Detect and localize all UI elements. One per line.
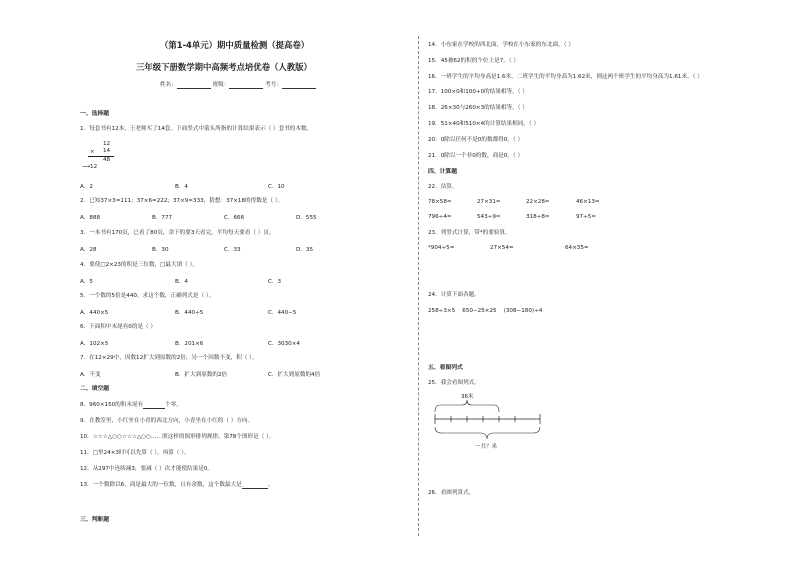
q1-option-c[interactable]: C．10 (268, 184, 285, 190)
q6-option-c[interactable]: C．3030×4 (268, 341, 300, 347)
question-10: 10．☆☆☆△○○☆☆☆△○○……照这样的图形排列规律，第78个图形是（ ）。 (80, 434, 275, 440)
q7-option-c[interactable]: C．扩大到原数的4倍 (268, 372, 321, 378)
question-4: 4．要使□2×23的积是三位数，□最大填（ ）。 (80, 262, 198, 268)
question-21: 21．0除以一个非0的数，商是0。（ ） (428, 153, 524, 159)
segment-diagram (430, 392, 550, 452)
question-19: 19．51×40和510×4的计算结果相同。（ ） (428, 121, 540, 127)
estimate-1: 78×58≈ (428, 199, 452, 205)
bottom-label: 一共？米 (475, 444, 498, 450)
q5-option-c[interactable]: C．440−5 (268, 310, 297, 316)
question-26: 26．看图列算式。 (428, 490, 475, 496)
question-20: 20．0除以任何不是0的数都得0。（ ） (428, 137, 524, 143)
question-15: 15．45被62的积的个位上是7。（ ） (428, 58, 520, 64)
vertical-calc-3: 64×35= (565, 245, 589, 251)
q24-expressions: 258÷3×5 650−25×25 (308−180)÷4 (428, 308, 543, 314)
class-label: 班级： (212, 82, 230, 88)
number-label: 考号： (265, 82, 282, 88)
number-blank[interactable] (282, 83, 316, 89)
calc-operator: × (90, 149, 95, 155)
question-14: 14．小东家在学校的西北面，学校在小东家的东北面。（ ） (428, 42, 574, 48)
name-blank[interactable] (177, 83, 211, 89)
estimate-8: 97÷5≈ (576, 214, 597, 220)
bottom-brace (435, 427, 540, 439)
class-blank[interactable] (229, 83, 263, 89)
question-1: 1．每套书有12本，王老师买了14套。下面竖式中箭头所指的计算结果表示（ ）套书的本数。 (80, 126, 313, 132)
q4-option-a[interactable]: A．5 (80, 279, 93, 285)
q7-option-a[interactable]: A．不变 (80, 372, 101, 378)
estimate-3: 22×28≈ (526, 199, 550, 205)
q11-blank-2[interactable]: （ ） (173, 450, 185, 456)
estimate-4: 46×13≈ (576, 199, 600, 205)
q9-blank[interactable]: （ ） (223, 418, 237, 424)
exam-subtitle: 三年级下册数学期中高频考点培优卷（人教版） (136, 62, 312, 72)
q2-option-c[interactable]: C．666 (224, 215, 245, 221)
question-6: 6．下面积中末尾有0的是（ ） (80, 324, 157, 330)
q7-option-b[interactable]: B．扩大到原数的2倍 (175, 372, 228, 378)
top-brace (435, 400, 499, 412)
calc-multiplier: 14 (103, 148, 111, 154)
estimate-6: 543÷9≈ (477, 214, 501, 220)
question-13: 13．一个数除以6，商是最大的一位数，且有余数，这个数最大是 。 (80, 482, 274, 488)
calc-arrow-row (82, 164, 97, 171)
question-25: 25．我会看图列式。 (428, 380, 480, 386)
section-calc-title: 四、计算题 (428, 169, 457, 175)
estimate-5: 796÷4≈ (428, 214, 452, 220)
question-22: 22．估算。 (428, 184, 458, 190)
question-7: 7．在12×29中，因数12扩大到原数的2倍，另一个因数不变，积（ ）。 (80, 355, 258, 361)
top-label: 36米 (461, 394, 474, 400)
q3-option-a[interactable]: A．28 (80, 247, 97, 253)
question-12: 12．从297中连续减3，要减（ ）次才能使结果是0。 (80, 466, 213, 472)
q3-option-b[interactable]: B．30 (152, 247, 169, 253)
exam-title: （第1-4单元）期中质量检测（提高卷） (160, 40, 310, 50)
q3-option-d[interactable]: D．35 (296, 247, 314, 253)
column-divider (418, 36, 419, 536)
vertical-calc-1: *904÷5= (428, 245, 455, 251)
question-11: 11．□里24×3时可以先算（ ），再算（ ）。 (80, 450, 190, 456)
question-17: 17．100×0和100+0的结果相等。（ ） (428, 89, 528, 95)
question-3: 3．一本书有170页，已看了80页，余下的要3天看完，平均每天要看（ ）页。 (80, 230, 275, 236)
estimate-2: 27×31≈ (477, 199, 501, 205)
q6-option-b[interactable]: B．201×6 (175, 341, 204, 347)
q11-blank-1[interactable]: （ ） (146, 450, 158, 456)
q2-option-d[interactable]: D．555 (296, 215, 317, 221)
calc-arrow-value: 12 (90, 164, 98, 170)
q5-option-b[interactable]: B．440÷5 (175, 310, 204, 316)
vertical-calc-2: 27×54= (490, 245, 514, 251)
section-choice-title: 一、选择题 (80, 111, 109, 117)
q13-blank[interactable] (242, 483, 268, 489)
q1-option-b[interactable]: B．4 (175, 184, 188, 190)
q4-option-c[interactable]: C．3 (268, 279, 282, 285)
q8-blank[interactable] (143, 403, 165, 409)
question-2: 2．已知37×3=111；37×6=222；37×9=333，猜想：37×18的得数是（ ）。 (80, 198, 284, 204)
q3-option-c[interactable]: C．33 (224, 247, 241, 253)
question-9: 9．在教室里，小红坐在小青的西北方向，小青坐在小红的（ ）方向。 (80, 418, 254, 424)
section-picture-title: 五、看图列式 (428, 365, 463, 371)
question-8: 8．960×150的积末尾有 个零。 (80, 402, 182, 408)
calc-multiplicand: 12 (103, 141, 111, 147)
q2-option-a[interactable]: A．888 (80, 215, 101, 221)
arrow-right-icon: ⟶ (82, 164, 91, 170)
question-5: 5．一个数的5倍是440，求这个数，正确列式是（ ）。 (80, 293, 215, 299)
q2-option-b[interactable]: B．777 (152, 215, 173, 221)
student-info-line (160, 82, 316, 89)
calc-partial-product: 48 (103, 157, 111, 163)
q5-option-a[interactable]: A．440×5 (80, 310, 109, 316)
name-label: 姓名： (160, 82, 177, 88)
estimate-7: 318÷8≈ (526, 214, 550, 220)
q1-option-a[interactable]: A．2 (80, 184, 93, 190)
q12-blank[interactable]: （ ） (151, 466, 165, 472)
q6-option-a[interactable]: A．102×5 (80, 341, 109, 347)
question-23: 23．列竖式计算，带*的要验算。 (428, 230, 511, 236)
section-judge-title: 三、判断题 (80, 517, 109, 523)
q4-option-b[interactable]: B．4 (175, 279, 188, 285)
q10-blank[interactable]: （ ） (258, 434, 269, 440)
question-16: 16．一班学生的平均身高是1.6米，二班学生的平均身高为1.62米，则这两个班学生的平均身高为1.61米。（ ） (428, 74, 703, 80)
section-fill-title: 二、填空题 (80, 386, 109, 392)
question-18: 18．26×30与260×3的结果相等。（ ） (428, 105, 528, 111)
question-24: 24．计算下面各题。 (428, 292, 480, 298)
